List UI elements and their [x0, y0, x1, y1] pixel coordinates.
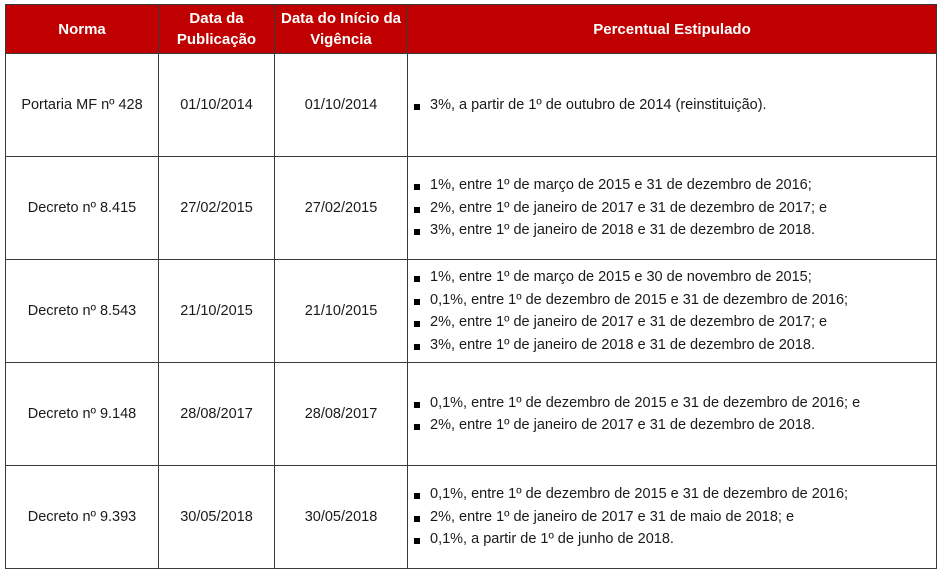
- percentual-text: 1%, entre 1º de março de 2015 e 31 de dezembro de 2016;: [430, 177, 812, 194]
- cell-publicacao: 28/08/2017: [159, 363, 275, 466]
- header-publicacao: Data da Publicação: [159, 5, 275, 54]
- list-item: [414, 94, 935, 117]
- square-bullet-icon: [414, 538, 420, 544]
- percentual-text: 0,1%, entre 1º de dezembro de 2015 e 31 de dezembro de 2016; e: [430, 394, 861, 411]
- list-item: [414, 392, 935, 415]
- cell-percentual: [408, 466, 937, 569]
- list-item: [414, 414, 935, 437]
- list-item: [414, 174, 935, 197]
- cell-norma: Portaria MF nº 428: [6, 54, 159, 157]
- percentual-list: [409, 174, 935, 242]
- table-row: [6, 466, 937, 569]
- cell-publicacao: 30/05/2018: [159, 466, 275, 569]
- cell-percentual: [408, 54, 937, 157]
- header-row: [6, 5, 937, 54]
- percentual-text: 3%, entre 1º de janeiro de 2018 e 31 de dezembro de 2018.: [430, 336, 815, 353]
- percentual-text: 0,1%, entre 1º de dezembro de 2015 e 31 de dezembro de 2016;: [430, 291, 849, 308]
- cell-vigencia: 21/10/2015: [275, 260, 408, 363]
- cell-vigencia: 01/10/2014: [275, 54, 408, 157]
- square-bullet-icon: [414, 207, 420, 213]
- list-item: [414, 334, 935, 357]
- header-percentual: Percentual Estipulado: [408, 5, 937, 54]
- percentual-text: 2%, entre 1º de janeiro de 2017 e 31 de dezembro de 2018.: [430, 417, 815, 433]
- percentual-list: [409, 483, 935, 551]
- square-bullet-icon: [414, 104, 420, 110]
- list-item: [414, 289, 935, 312]
- percentual-text: 0,1%, entre 1º de dezembro de 2015 e 31 de dezembro de 2016;: [430, 486, 849, 503]
- table-body: [6, 54, 937, 569]
- cell-percentual: [408, 157, 937, 260]
- percentual-text: 1%, entre 1º de março de 2015 e 30 de novembro de 2015;: [430, 269, 812, 285]
- square-bullet-icon: [414, 299, 420, 305]
- table-row: [6, 363, 937, 466]
- header-vigencia: Data do Início da Vigência: [275, 5, 408, 54]
- square-bullet-icon: [414, 424, 420, 430]
- percentual-list: [409, 94, 935, 117]
- percentual-text: 3%, entre 1º de janeiro de 2018 e 31 de dezembro de 2018.: [430, 222, 815, 239]
- list-item: [414, 483, 935, 506]
- square-bullet-icon: [414, 493, 420, 499]
- square-bullet-icon: [414, 402, 420, 408]
- cell-percentual: [408, 363, 937, 466]
- square-bullet-icon: [414, 516, 420, 522]
- list-item: [414, 266, 935, 289]
- percentual-list: [409, 266, 935, 356]
- cell-publicacao: 27/02/2015: [159, 157, 275, 260]
- norms-table: [5, 4, 937, 569]
- square-bullet-icon: [414, 184, 420, 190]
- cell-vigencia: 27/02/2015: [275, 157, 408, 260]
- list-item: [414, 197, 935, 220]
- table-row: [6, 54, 937, 157]
- percentual-text: 0,1%, a partir de 1º de junho de 2018.: [430, 531, 674, 548]
- list-item: [414, 506, 935, 529]
- cell-norma: Decreto nº 9.148: [6, 363, 159, 466]
- cell-publicacao: 01/10/2014: [159, 54, 275, 157]
- square-bullet-icon: [414, 276, 420, 282]
- table-row: [6, 260, 937, 363]
- percentual-text: 2%, entre 1º de janeiro de 2017 e 31 de dezembro de 2017; e: [430, 199, 828, 216]
- cell-percentual: [408, 260, 937, 363]
- cell-vigencia: 30/05/2018: [275, 466, 408, 569]
- cell-norma: Decreto nº 9.393: [6, 466, 159, 569]
- square-bullet-icon: [414, 229, 420, 235]
- cell-publicacao: 21/10/2015: [159, 260, 275, 363]
- cell-norma: Decreto nº 8.543: [6, 260, 159, 363]
- percentual-list: [409, 392, 935, 437]
- list-item: [414, 528, 935, 551]
- list-item: [414, 219, 935, 242]
- percentual-text: 3%, a partir de 1º de outubro de 2014 (reinstituição).: [430, 96, 767, 113]
- cell-vigencia: 28/08/2017: [275, 363, 408, 466]
- header-norma: Norma: [6, 5, 159, 54]
- percentual-text: 2%, entre 1º de janeiro de 2017 e 31 de maio de 2018; e: [430, 508, 795, 525]
- square-bullet-icon: [414, 321, 420, 327]
- square-bullet-icon: [414, 344, 420, 350]
- percentual-text: 2%, entre 1º de janeiro de 2017 e 31 de dezembro de 2017; e: [430, 314, 828, 330]
- cell-norma: Decreto nº 8.415: [6, 157, 159, 260]
- list-item: [414, 311, 935, 334]
- table-row: [6, 157, 937, 260]
